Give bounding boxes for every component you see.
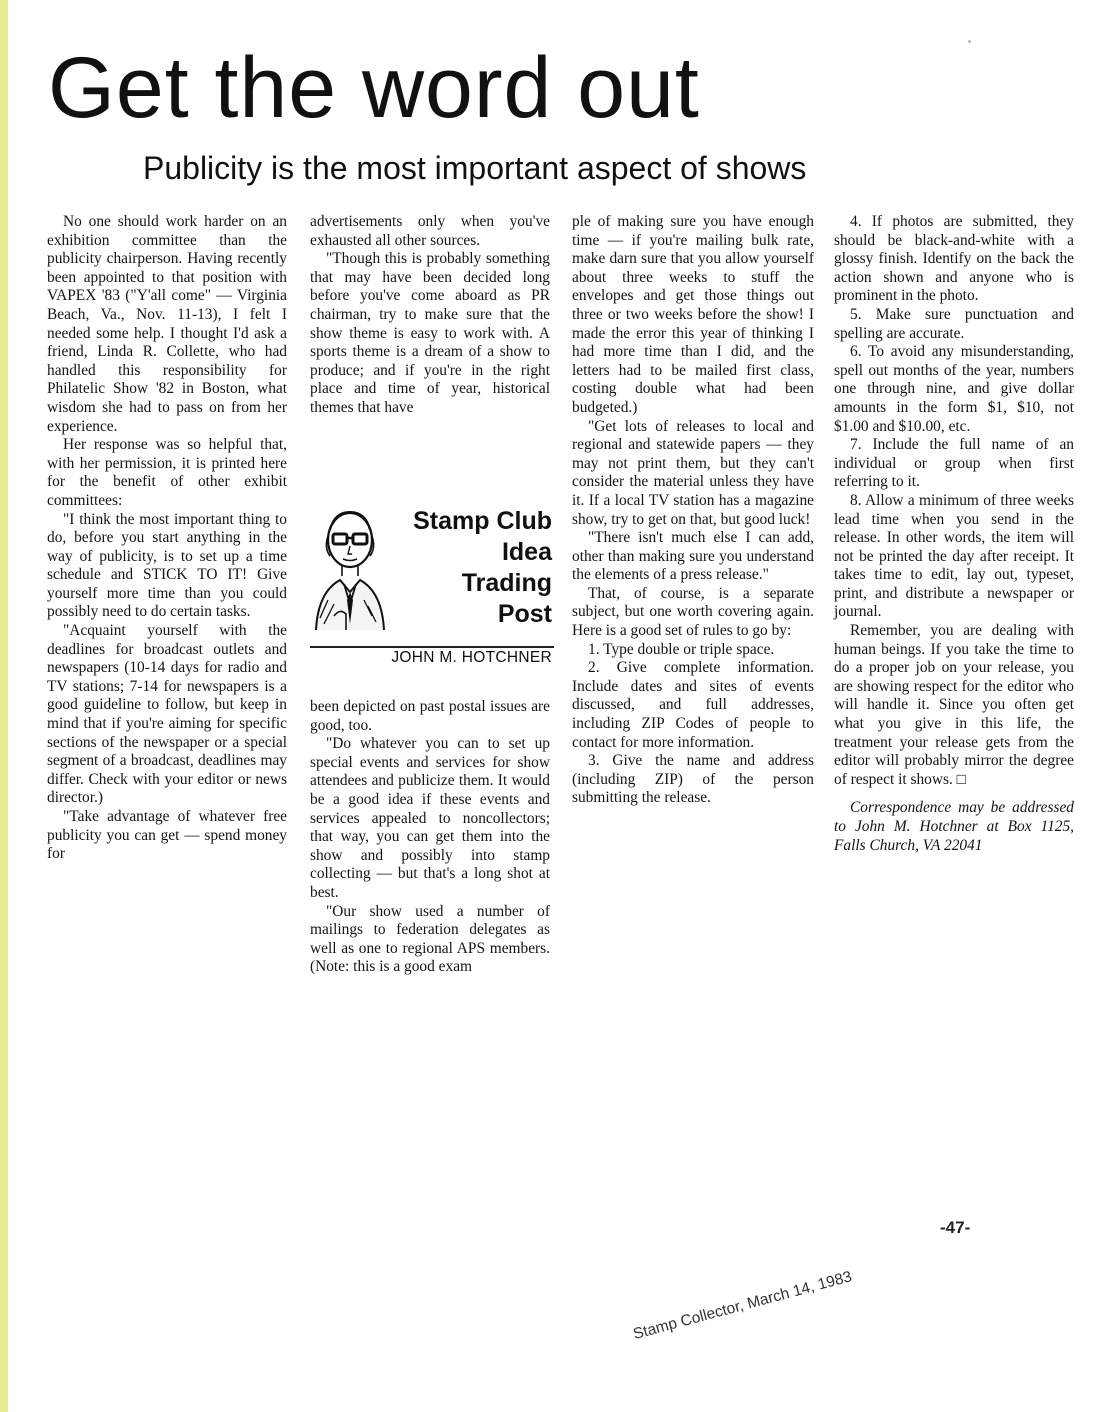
paragraph: "Though this is probably something that may have been decided long before you've come aboard as PR chairman, try to make sure that the show theme is easy to work with. A sports theme is a dream of a show to produce; and if you're in the right place and time of year, historical themes that have [310,250,550,416]
column-logo-box [310,496,554,668]
rule-item: 4. If photos are submitted, they should be black-and-white with a glossy finish. Identify on the back the action shown and anyone who is prominent in the photo. [834,213,1074,305]
paragraph: Her response was so helpful that, with her permission, it is printed here for the benefit of other exhibit committees: [47,436,287,509]
headline: Get the word out [48,40,700,136]
paragraph: No one should work harder on an exhibition committee than the publicity chairperson. Having recently been appointed to that position with VAPEX '83 ("Y'all come" — Virginia Beach, Va., Nov. 11-13), I felt I needed some help. I thought I'd ask a friend, Linda R. Collette, who had handled this responsibility for Philatelic Show '82 in Boston, what wisdom she had to pass on from her experience. [47,213,287,435]
article-column-2-bottom [310,698,550,977]
man-with-glasses-portrait-icon [310,500,390,638]
rule-item: 3. Give the name and address (including ZIP) of the person submitting the release. [572,752,814,807]
correspondence-note: Correspondence may be addressed to John M. Hotchner at Box 1125, Falls Church, VA 22041 [834,799,1074,854]
paragraph: "Our show used a number of mailings to federation delegates as well as one to regional APS members. (Note: this is a good exam [310,902,550,976]
rule-item: 5. Make sure punctuation and spelling are accurate. [834,305,1074,342]
column-title [413,506,552,630]
byline: JOHN M. HOTCHNER [391,649,552,666]
paragraph: been depicted on past postal issues are good, too. [310,698,550,734]
paragraph: "Acquaint yourself with the deadlines for broadcast outlets and newspapers (10-14 days for radio and TV stations; 7-14 for newspapers is a good guideline to follow, but keep in mind that if you're aiming for specific sections of the newspaper or a special segment of a broadcast, deadlines may differ. Check with your editor or news director.) [47,622,287,807]
rule-item: 8. Allow a minimum of three weeks lead time when you send in the release. In other words, the item will not be printed the day after receipt. It takes time to edit, lay out, typeset, print, and distribute a newspaper or journal. [834,491,1074,621]
paragraph: "I think the most important thing to do, before you start anything in the way of publicity, is to set up a time schedule and STICK TO IT! Give yourself more time than you could possibly need to do certain tasks. [47,510,287,621]
page-edge-strip [0,0,8,1412]
page-number: -47- [940,1218,971,1237]
article-column-3 [572,213,814,808]
paragraph: "Take advantage of whatever free publicity you can get — spend money for [47,808,287,863]
paragraph: "Get lots of releases to local and regional and statewide papers — they may not print them, but they can't consider the material unless they have it. If a local TV station has a magazine show, try to get on that, but good luck! [572,417,814,528]
article-column-1 [47,213,287,864]
article-column-2-top [310,213,550,418]
paragraph: "Do whatever you can to set up special events and services for show attendees and publicize them. It would be a good idea if these events and services appealed to noncollectors; that way, you can get them into the show and possibly into stamp collecting — but that's a long shot at best. [310,735,550,901]
publication-stamp: Stamp Collector, March 14, 1983 [631,1268,854,1344]
paragraph: advertisements only when you've exhausted all other sources. [310,213,550,249]
rule-item: 1. Type double or triple space. [588,640,775,658]
rule-item: 2. Give complete information. Include dates and sites of events discussed, and full addresses, including ZIP Codes of people to contact for more information. [572,659,814,751]
rule-item: 6. To avoid any misunderstanding, spell out months of the year, numbers one through nine, and give dollar amounts in the form $1, $10, not $1.00 and $10.00, etc. [834,343,1074,435]
scan-speck [968,40,971,43]
paragraph: That, of course, is a separate subject, but one worth covering again. Here is a good set of rules to go by: [572,584,814,640]
column-title-line: Stamp Club [413,507,552,535]
column-title-line: Post [497,600,552,628]
paragraph: ple of making sure you have enough time — if you're mailing bulk rate, make darn sure that you allow yourself about three weeks to stuff the envelopes and get those things out three or two weeks before the show! I made the error this year of thinking I had more time than I did, and the letters had to be mailed first class, costing double what had been budgeted.) [572,213,814,416]
subheadline: Publicity is the most important aspect of shows [143,150,807,186]
column-title-line: Trading [461,569,552,597]
paragraph: "There isn't much else I can add, other than making sure you understand the elements of a press release." [572,529,814,584]
rule-item: 7. Include the full name of an individual or group when first referring to it. [834,436,1074,491]
article-column-4 [834,213,1074,855]
paragraph: Remember, you are dealing with human beings. If you take the time to do a proper job on your release, you are showing respect for the editor who will handle it. Since you often get what you give in this life, the treatment your release gets from the editor will probably mirror the degree of respect it shows. □ [834,622,1074,788]
column-title-line: Idea [501,538,552,566]
